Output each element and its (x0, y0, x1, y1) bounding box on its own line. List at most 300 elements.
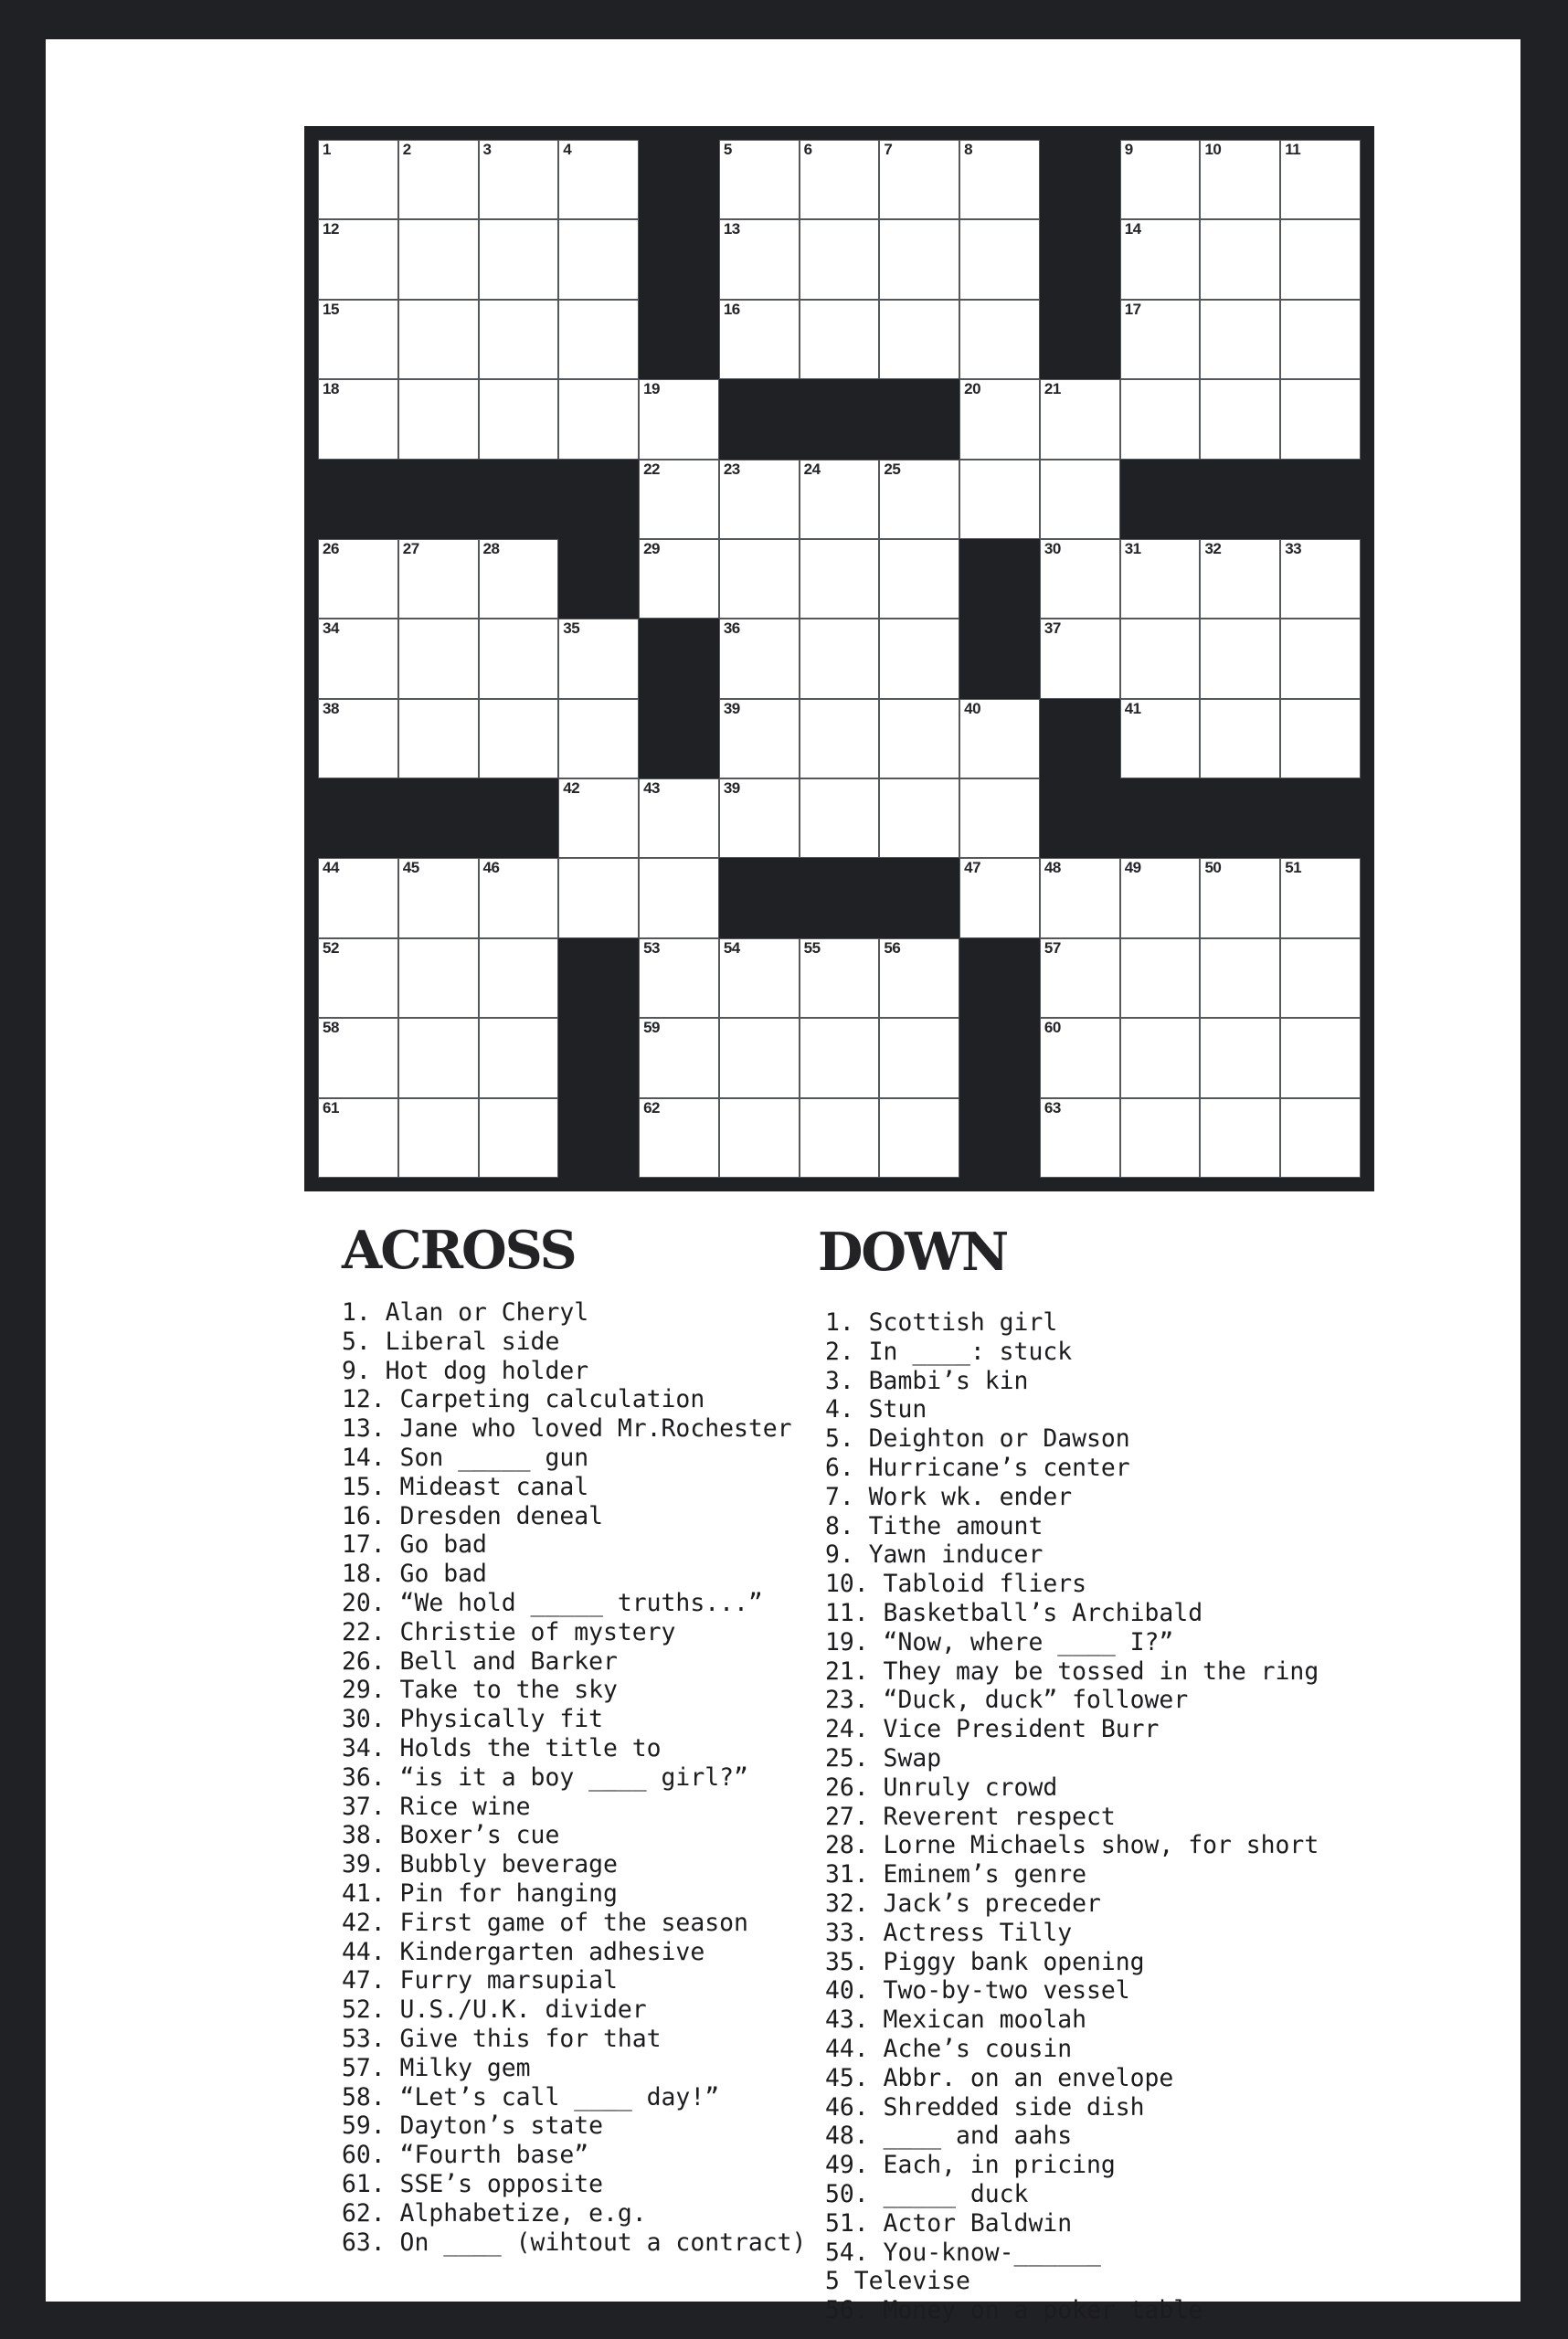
cell-r10c5[interactable] (719, 938, 800, 1018)
black-cell-r9c7 (879, 858, 959, 937)
black-cell-r5c3 (558, 539, 639, 619)
cell-r2c0[interactable] (318, 300, 398, 379)
crossword-grid (318, 140, 1361, 1178)
black-cell-r4c3 (558, 460, 639, 539)
cell-r1c12[interactable] (1280, 219, 1361, 299)
cell-r8c6[interactable] (800, 778, 880, 858)
cell-number: 48 (1044, 859, 1061, 877)
cell-r4c4[interactable] (639, 460, 719, 539)
cell-number: 6 (803, 141, 812, 158)
cell-number: 17 (1124, 300, 1141, 318)
cell-r9c12[interactable] (1280, 858, 1361, 937)
cell-number: 14 (1124, 220, 1141, 238)
cell-r9c11[interactable] (1200, 858, 1280, 937)
cell-r5c2[interactable] (479, 539, 559, 619)
cell-number: 45 (402, 859, 419, 877)
cell-r1c1[interactable] (398, 219, 479, 299)
cell-number: 20 (964, 380, 981, 398)
cell-number: 63 (1044, 1098, 1061, 1117)
cell-r1c10[interactable] (1120, 219, 1201, 299)
cell-r5c12[interactable] (1280, 539, 1361, 619)
black-cell-r4c10 (1120, 460, 1201, 539)
black-cell-r4c11 (1200, 460, 1280, 539)
across-clue: 18. Go bad (342, 1560, 487, 1589)
black-cell-r12c3 (558, 1098, 639, 1178)
cell-number: 13 (723, 220, 740, 238)
down-clue: 54. You-know-______ (825, 2238, 1101, 2267)
cell-r8c3[interactable] (558, 778, 639, 858)
down-clue: 32. Jack’s preceder (825, 1889, 1101, 1918)
cell-number: 28 (482, 539, 500, 557)
cell-number: 39 (723, 779, 740, 798)
cell-r6c7[interactable] (879, 619, 959, 698)
cell-r3c10[interactable] (1120, 379, 1201, 459)
cell-r12c11[interactable] (1200, 1098, 1280, 1178)
down-clue: 24. Vice President Burr (825, 1715, 1160, 1744)
black-cell-r10c8 (959, 938, 1040, 1018)
cell-r1c6[interactable] (800, 219, 880, 299)
cell-r7c7[interactable] (879, 699, 959, 778)
across-clue: 14. Son _____ gun (342, 1443, 589, 1472)
black-cell-r2c4 (639, 300, 719, 379)
across-clue: 30. Physically fit (342, 1705, 603, 1734)
down-clue: 40. Two-by-two vessel (825, 1976, 1130, 2006)
cell-r3c12[interactable] (1280, 379, 1361, 459)
cell-r6c11[interactable] (1200, 619, 1280, 698)
cell-r8c7[interactable] (879, 778, 959, 858)
cell-r12c1[interactable] (398, 1098, 479, 1178)
across-clue: 20. “We hold _____ truths...” (342, 1588, 763, 1617)
black-cell-r3c7 (879, 379, 959, 459)
down-clue: 21. They may be tossed in the ring (825, 1656, 1319, 1686)
cell-r3c0[interactable] (318, 379, 398, 459)
down-clue: 19. “Now, where ____ I?” (825, 1627, 1174, 1656)
cell-r9c0[interactable] (318, 858, 398, 937)
cell-r3c4[interactable] (639, 379, 719, 459)
down-clue: 45. Abbr. on an envelope (825, 2063, 1174, 2092)
cell-r7c12[interactable] (1280, 699, 1361, 778)
black-cell-r4c12 (1280, 460, 1361, 539)
cell-number: 29 (643, 539, 660, 557)
cell-number: 8 (964, 141, 973, 158)
cell-number: 34 (323, 619, 339, 638)
black-cell-r6c8 (959, 619, 1040, 698)
cell-r8c5[interactable] (719, 778, 800, 858)
cell-number: 39 (723, 699, 740, 717)
cell-number: 22 (643, 460, 660, 478)
cell-r3c11[interactable] (1200, 379, 1280, 459)
across-clue: 58. “Let’s call ____ day!” (342, 2082, 720, 2111)
across-clue: 59. Dayton’s state (342, 2111, 603, 2141)
black-cell-r0c4 (639, 140, 719, 219)
cell-r11c5[interactable] (719, 1018, 800, 1097)
black-cell-r7c4 (639, 699, 719, 778)
down-clue: 28. Lorne Michaels show, for short (825, 1831, 1319, 1860)
across-heading: ACROSS (342, 1220, 576, 1281)
cell-r9c1[interactable] (398, 858, 479, 937)
black-cell-r6c4 (639, 619, 719, 698)
cell-r11c2[interactable] (479, 1018, 559, 1097)
cell-r7c3[interactable] (558, 699, 639, 778)
black-cell-r1c9 (1040, 219, 1120, 299)
cell-number: 44 (323, 859, 339, 877)
cell-number: 56 (884, 938, 901, 957)
across-clue: 9. Hot dog holder (342, 1356, 589, 1385)
cell-r0c3[interactable] (558, 140, 639, 219)
down-clue: 6. Hurricane’s center (825, 1453, 1130, 1482)
cell-r10c0[interactable] (318, 938, 398, 1018)
cell-number: 31 (1124, 539, 1141, 557)
cell-r6c3[interactable] (558, 619, 639, 698)
cell-number: 55 (803, 938, 821, 957)
down-clue: 9. Yawn inducer (825, 1540, 1044, 1570)
cell-r2c3[interactable] (558, 300, 639, 379)
cell-number: 42 (563, 779, 580, 798)
black-cell-r8c2 (479, 778, 559, 858)
cell-number: 40 (964, 699, 981, 717)
cell-number: 24 (803, 460, 821, 478)
cell-r2c1[interactable] (398, 300, 479, 379)
cell-r10c12[interactable] (1280, 938, 1361, 1018)
cell-r6c5[interactable] (719, 619, 800, 698)
down-clue: 43. Mexican moolah (825, 2006, 1086, 2035)
cell-r2c12[interactable] (1280, 300, 1361, 379)
across-clue: 12. Carpeting calculation (342, 1385, 705, 1414)
down-clue: 2. In ____: stuck (825, 1337, 1073, 1366)
cell-number: 57 (1044, 938, 1061, 957)
cell-r10c10[interactable] (1120, 938, 1201, 1018)
black-cell-r0c9 (1040, 140, 1120, 219)
cell-number: 47 (964, 859, 981, 877)
cell-r12c7[interactable] (879, 1098, 959, 1178)
cell-r6c1[interactable] (398, 619, 479, 698)
down-clue: 5 Televise (825, 2267, 970, 2296)
cell-number: 33 (1285, 539, 1302, 557)
cell-r12c12[interactable] (1280, 1098, 1361, 1178)
cell-r3c1[interactable] (398, 379, 479, 459)
across-clue: 22. Christie of mystery (342, 1617, 676, 1646)
black-cell-r8c9 (1040, 778, 1120, 858)
cell-number: 5 (723, 141, 732, 158)
cell-r10c11[interactable] (1200, 938, 1280, 1018)
across-clue: 5. Liberal side (342, 1327, 560, 1356)
cell-r8c8[interactable] (959, 778, 1040, 858)
cell-r12c2[interactable] (479, 1098, 559, 1178)
black-cell-r12c8 (959, 1098, 1040, 1178)
cell-r11c1[interactable] (398, 1018, 479, 1097)
cell-number: 27 (402, 539, 419, 557)
down-clue: 44. Ache’s cousin (825, 2034, 1073, 2063)
black-cell-r11c8 (959, 1018, 1040, 1097)
cell-r3c8[interactable] (959, 379, 1040, 459)
down-clue: 33. Actress Tilly (825, 1918, 1073, 1947)
down-clue: 35. Piggy bank opening (825, 1947, 1145, 1976)
cell-number: 2 (402, 141, 411, 158)
cell-number: 7 (884, 141, 893, 158)
cell-r12c6[interactable] (800, 1098, 880, 1178)
across-clue: 29. Take to the sky (342, 1676, 618, 1705)
cell-number: 51 (1285, 859, 1302, 877)
cell-number: 54 (723, 938, 740, 957)
cell-number: 38 (323, 699, 339, 717)
down-clue: 23. “Duck, duck” follower (825, 1686, 1189, 1715)
down-clue: 8. Tithe amount (825, 1511, 1044, 1540)
cell-r6c12[interactable] (1280, 619, 1361, 698)
cell-r5c10[interactable] (1120, 539, 1201, 619)
cell-number: 18 (323, 380, 339, 398)
cell-number: 35 (563, 619, 580, 638)
cell-r7c2[interactable] (479, 699, 559, 778)
cell-r7c0[interactable] (318, 699, 398, 778)
cell-number: 3 (482, 141, 492, 158)
black-cell-r4c0 (318, 460, 398, 539)
across-clue: 39. Bubbly beverage (342, 1850, 618, 1879)
down-clue: 26. Unruly crowd (825, 1773, 1058, 1802)
cell-number: 1 (323, 141, 331, 158)
down-clue: 49. Each, in pricing (825, 2151, 1116, 2180)
cell-r7c8[interactable] (959, 699, 1040, 778)
cell-number: 52 (323, 938, 339, 957)
cell-r1c5[interactable] (719, 219, 800, 299)
cell-r12c4[interactable] (639, 1098, 719, 1178)
cell-r6c6[interactable] (800, 619, 880, 698)
cell-r5c9[interactable] (1040, 539, 1120, 619)
cell-r0c10[interactable] (1120, 140, 1201, 219)
across-clue: 36. “is it a boy ____ girl?” (342, 1762, 748, 1792)
cell-r11c12[interactable] (1280, 1018, 1361, 1097)
cell-r11c9[interactable] (1040, 1018, 1120, 1097)
black-cell-r3c5 (719, 379, 800, 459)
across-clue: 61. SSE’s opposite (342, 2169, 603, 2198)
cell-number: 61 (323, 1098, 339, 1117)
cell-r0c0[interactable] (318, 140, 398, 219)
cell-number: 36 (723, 619, 740, 638)
black-cell-r8c1 (398, 778, 479, 858)
across-clue: 15. Mideast canal (342, 1472, 589, 1501)
crossword-grid-frame (304, 126, 1374, 1191)
across-clue: 13. Jane who loved Mr.Rochester (342, 1414, 792, 1444)
cell-number: 60 (1044, 1019, 1061, 1037)
cell-r2c2[interactable] (479, 300, 559, 379)
cell-number: 15 (323, 300, 339, 318)
cell-r10c7[interactable] (879, 938, 959, 1018)
cell-r2c11[interactable] (1200, 300, 1280, 379)
black-cell-r3c6 (800, 379, 880, 459)
cell-number: 37 (1044, 619, 1061, 638)
cell-number: 25 (884, 460, 901, 478)
black-cell-r9c5 (719, 858, 800, 937)
cell-r9c4[interactable] (639, 858, 719, 937)
cell-r10c1[interactable] (398, 938, 479, 1018)
cell-number: 62 (643, 1098, 660, 1117)
black-cell-r4c1 (398, 460, 479, 539)
cell-r12c9[interactable] (1040, 1098, 1120, 1178)
cell-r9c10[interactable] (1120, 858, 1201, 937)
cell-r2c6[interactable] (800, 300, 880, 379)
cell-r3c2[interactable] (479, 379, 559, 459)
black-cell-r7c9 (1040, 699, 1120, 778)
cell-r11c0[interactable] (318, 1018, 398, 1097)
down-clue: 25. Swap (825, 1743, 942, 1773)
cell-r2c10[interactable] (1120, 300, 1201, 379)
cell-r4c8[interactable] (959, 460, 1040, 539)
cell-number: 49 (1124, 859, 1141, 877)
cell-r5c7[interactable] (879, 539, 959, 619)
down-clue: 4. Stun (825, 1395, 927, 1424)
cell-r12c0[interactable] (318, 1098, 398, 1178)
cell-r0c5[interactable] (719, 140, 800, 219)
cell-r5c0[interactable] (318, 539, 398, 619)
cell-r1c11[interactable] (1200, 219, 1280, 299)
black-cell-r8c12 (1280, 778, 1361, 858)
cell-r3c3[interactable] (558, 379, 639, 459)
cell-r5c5[interactable] (719, 539, 800, 619)
cell-r9c2[interactable] (479, 858, 559, 937)
cell-number: 11 (1285, 141, 1301, 158)
across-clue-list (342, 1298, 806, 2257)
cell-number: 41 (1124, 699, 1141, 717)
cell-r7c10[interactable] (1120, 699, 1201, 778)
cell-r0c1[interactable] (398, 140, 479, 219)
cell-r5c11[interactable] (1200, 539, 1280, 619)
cell-r9c9[interactable] (1040, 858, 1120, 937)
cell-number: 46 (482, 859, 500, 877)
cell-r9c3[interactable] (558, 858, 639, 937)
across-clue: 37. Rice wine (342, 1792, 531, 1821)
cell-r1c0[interactable] (318, 219, 398, 299)
down-clue: 5. Deighton or Dawson (825, 1424, 1130, 1454)
cell-r6c9[interactable] (1040, 619, 1120, 698)
across-clue: 62. Alphabetize, e.g. (342, 2198, 647, 2228)
cell-r8c4[interactable] (639, 778, 719, 858)
down-clue: 3. Bambi’s kin (825, 1366, 1029, 1395)
cell-r2c5[interactable] (719, 300, 800, 379)
cell-r5c1[interactable] (398, 539, 479, 619)
cell-r7c11[interactable] (1200, 699, 1280, 778)
cell-r7c6[interactable] (800, 699, 880, 778)
black-cell-r4c2 (479, 460, 559, 539)
cell-r4c5[interactable] (719, 460, 800, 539)
cell-r3c9[interactable] (1040, 379, 1120, 459)
cell-r1c2[interactable] (479, 219, 559, 299)
cell-number: 21 (1044, 380, 1061, 398)
cell-r5c4[interactable] (639, 539, 719, 619)
cell-number: 16 (723, 300, 740, 318)
black-cell-r5c8 (959, 539, 1040, 619)
cell-r0c8[interactable] (959, 140, 1040, 219)
down-heading: DOWN (818, 1222, 1008, 1283)
down-clue: 10. Tabloid fliers (825, 1570, 1086, 1599)
down-clue: 50. _____ duck (825, 2179, 1029, 2208)
cell-r0c12[interactable] (1280, 140, 1361, 219)
cell-r6c0[interactable] (318, 619, 398, 698)
cell-r10c9[interactable] (1040, 938, 1120, 1018)
down-clue: 1. Scottish girl (825, 1308, 1058, 1337)
cell-r11c11[interactable] (1200, 1018, 1280, 1097)
down-clue: 48. ____ and aahs (825, 2122, 1073, 2151)
cell-number: 30 (1044, 539, 1061, 557)
cell-number: 9 (1124, 141, 1133, 158)
across-clue: 34. Holds the title to (342, 1733, 662, 1762)
across-clue: 17. Go bad (342, 1530, 487, 1560)
down-clue: 11. Basketball’s Archibald (825, 1598, 1203, 1627)
black-cell-r9c6 (800, 858, 880, 937)
across-clue: 63. On ____ (wihtout a contract) (342, 2228, 807, 2257)
cell-r9c8[interactable] (959, 858, 1040, 937)
cell-r6c2[interactable] (479, 619, 559, 698)
down-clue: 51. Actor Baldwin (825, 2208, 1073, 2238)
cell-r0c2[interactable] (479, 140, 559, 219)
cell-number: 59 (643, 1019, 660, 1037)
cell-number: 19 (643, 380, 660, 398)
across-clue: 16. Dresden deneal (342, 1501, 603, 1530)
black-cell-r2c9 (1040, 300, 1120, 379)
cell-r1c3[interactable] (558, 219, 639, 299)
paper-sheet (46, 39, 1520, 2325)
down-clue: 56. Money on a poker table (825, 2296, 1203, 2325)
cell-r11c6[interactable] (800, 1018, 880, 1097)
across-clue: 52. U.S./U.K. divider (342, 1995, 647, 2025)
cell-r4c9[interactable] (1040, 460, 1120, 539)
cell-number: 23 (723, 460, 740, 478)
across-clue: 44. Kindergarten adhesive (342, 1937, 705, 1966)
cell-r0c6[interactable] (800, 140, 880, 219)
cell-r7c5[interactable] (719, 699, 800, 778)
across-clue: 47. Furry marsupial (342, 1966, 618, 1995)
cell-r12c5[interactable] (719, 1098, 800, 1178)
cell-r0c7[interactable] (879, 140, 959, 219)
cell-r4c7[interactable] (879, 460, 959, 539)
cell-number: 26 (323, 539, 339, 557)
cell-r2c7[interactable] (879, 300, 959, 379)
black-cell-r8c11 (1200, 778, 1280, 858)
cell-r2c8[interactable] (959, 300, 1040, 379)
cell-number: 43 (643, 779, 660, 798)
black-cell-r1c4 (639, 219, 719, 299)
cell-r11c7[interactable] (879, 1018, 959, 1097)
down-clue-list (825, 1308, 1319, 2325)
cell-r4c6[interactable] (800, 460, 880, 539)
cell-r10c6[interactable] (800, 938, 880, 1018)
down-clue: 31. Eminem’s genre (825, 1860, 1086, 1889)
cell-number: 4 (563, 141, 572, 158)
cell-r12c10[interactable] (1120, 1098, 1201, 1178)
cell-r11c4[interactable] (639, 1018, 719, 1097)
cell-number: 10 (1204, 141, 1222, 158)
cell-number: 58 (323, 1019, 339, 1037)
across-clue: 38. Boxer’s cue (342, 1821, 560, 1850)
cell-r7c1[interactable] (398, 699, 479, 778)
down-clue: 27. Reverent respect (825, 1802, 1116, 1831)
cell-r11c10[interactable] (1120, 1018, 1201, 1097)
across-clue: 42. First game of the season (342, 1908, 748, 1937)
cell-r6c10[interactable] (1120, 619, 1201, 698)
cell-r0c11[interactable] (1200, 140, 1280, 219)
black-cell-r11c3 (558, 1018, 639, 1097)
cell-number: 53 (643, 938, 660, 957)
across-clue: 26. Bell and Barker (342, 1646, 618, 1676)
cell-r10c2[interactable] (479, 938, 559, 1018)
across-clue: 60. “Fourth base” (342, 2141, 589, 2170)
across-clue: 41. Pin for hanging (342, 1879, 618, 1908)
cell-r10c4[interactable] (639, 938, 719, 1018)
cell-r1c8[interactable] (959, 219, 1040, 299)
cell-r1c7[interactable] (879, 219, 959, 299)
across-clue: 53. Give this for that (342, 2024, 662, 2053)
across-clue: 1. Alan or Cheryl (342, 1298, 589, 1327)
cell-number: 12 (323, 220, 339, 238)
cell-r5c6[interactable] (800, 539, 880, 619)
